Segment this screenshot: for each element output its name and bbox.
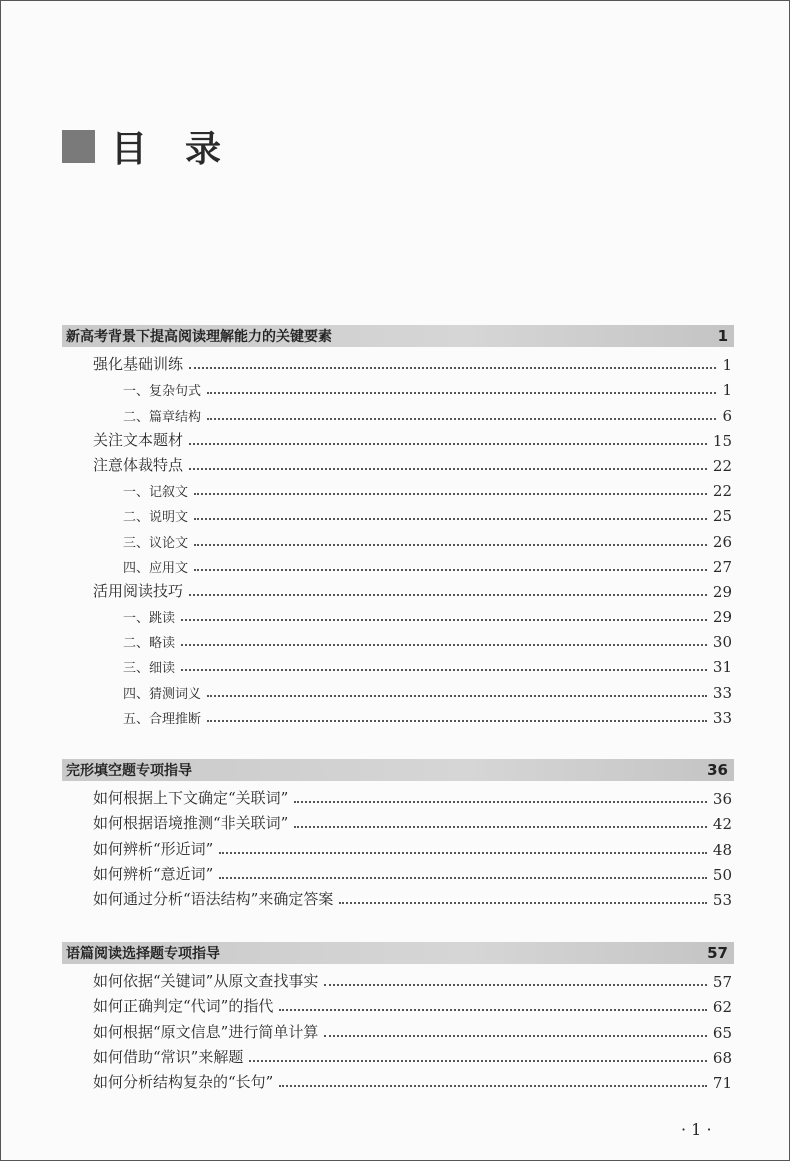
toc-entry-label: 如何依据“关键词”从原文查找事实 [93,972,319,991]
toc-entry-page: 31 [712,658,732,677]
toc-entry-label: 如何通过分析“语法结构”来确定答案 [93,889,334,908]
toc-entry-label: 一、复杂句式 [123,384,202,400]
dot-leader [189,367,716,369]
toc-section-1 [62,325,734,730]
toc-title [62,128,260,170]
toc-entry-page: 57 [712,973,732,992]
toc-entry[interactable] [62,377,734,402]
toc-entry[interactable] [62,994,734,1019]
toc-entry[interactable] [62,1045,734,1070]
toc-entry-page: 36 [712,790,732,809]
dot-leader [194,518,707,520]
dot-leader [219,877,707,879]
toc-entry-label: 二、说明文 [123,510,189,526]
toc-entry-page: 71 [712,1073,732,1092]
toc-entry[interactable] [62,654,734,679]
toc-entry[interactable] [62,811,734,836]
toc-entry-page: 22 [712,456,732,475]
toc-entry-page: 65 [712,1023,732,1042]
dot-leader [207,720,707,722]
toc-entry-page: 48 [712,840,732,859]
dot-leader [181,619,707,621]
toc-entry[interactable] [62,579,734,604]
title-text: 目录 [111,128,260,170]
toc-entry-page: 6 [722,406,732,425]
toc-entry-page: 1 [722,356,732,375]
toc-entry-page: 29 [712,608,732,627]
toc-entry-page: 33 [712,708,732,727]
section-heading-label: 完形填空题专项指导 [66,763,192,779]
toc-entry-label: 如何正确判定“代词”的指代 [93,997,274,1016]
section-heading-label: 新高考背景下提高阅读理解能力的关键要素 [66,329,332,345]
toc-section-2 [62,759,734,912]
toc-entry[interactable] [62,453,734,478]
toc-entry[interactable] [62,428,734,453]
toc-entry-page: 26 [712,532,732,551]
toc-entry-label: 活用阅读技巧 [93,581,184,600]
toc-entry[interactable] [62,478,734,503]
toc-entry-label: 五、合理推断 [123,711,202,727]
toc-entry[interactable] [62,528,734,553]
toc-entry[interactable] [62,786,734,811]
toc-entry-label: 注意体裁特点 [93,455,184,474]
toc-entry-page: 27 [712,557,732,576]
toc-entry-label: 关注文本题材 [93,430,184,449]
section-heading-label: 语篇阅读选择题专项指导 [66,946,220,962]
toc-entry[interactable] [62,1070,734,1095]
toc-entry-label: 如何分析结构复杂的“长句” [93,1072,274,1091]
toc-entry-label: 如何根据语境推测“非关联词” [93,814,289,833]
section-heading-page: 36 [707,761,728,779]
dot-leader [294,801,707,803]
section-heading[interactable] [62,325,734,347]
dot-leader [294,826,707,828]
toc-entry[interactable] [62,554,734,579]
toc-entry-label: 一、记叙文 [123,485,189,501]
dot-leader [181,669,707,671]
dot-leader [219,852,707,854]
dot-leader [207,392,716,394]
dot-leader [189,468,707,470]
dot-leader [279,1009,707,1011]
section-heading-page: 57 [707,944,728,962]
toc-entry-page: 15 [712,431,732,450]
dot-leader [189,443,707,445]
toc-entry-page: 33 [712,683,732,702]
toc-entry-label: 三、议论文 [123,535,189,551]
dot-leader [339,902,707,904]
toc-entry-label: 如何借助“常识”来解题 [93,1047,244,1066]
toc-entry-page: 25 [712,507,732,526]
dot-leader [194,493,707,495]
toc-entry-page: 30 [712,633,732,652]
toc-entry[interactable] [62,705,734,730]
toc-entry[interactable] [62,862,734,887]
toc-entry-page: 22 [712,482,732,501]
toc-entry-page: 62 [712,998,732,1017]
dot-leader [194,544,707,546]
dot-leader [207,418,716,420]
toc-entry[interactable] [62,887,734,912]
toc-entry-page: 1 [722,381,732,400]
toc-entry[interactable] [62,969,734,994]
dot-leader [207,695,707,697]
dot-leader [324,984,707,986]
section-heading[interactable] [62,942,734,964]
dot-leader [181,644,707,646]
toc-entry-label: 强化基础训练 [93,355,184,374]
toc-entry-label: 四、应用文 [123,560,189,576]
toc-section-3 [62,942,734,1095]
toc-entry[interactable] [62,679,734,704]
toc-entry-label: 如何辨析“形近词” [93,839,214,858]
toc-entry[interactable] [62,402,734,427]
toc-entry-label: 如何根据上下文确定“关联词” [93,789,289,808]
toc-entry-label: 四、猜测词义 [123,686,202,702]
dot-leader [324,1035,707,1037]
toc-entry[interactable] [62,352,734,377]
toc-entry-page: 50 [712,865,732,884]
toc-entry[interactable] [62,604,734,629]
dot-leader [189,594,707,596]
toc-entry[interactable] [62,503,734,528]
title-square-icon [62,130,95,163]
toc-entry-label: 一、跳读 [123,611,176,627]
dot-leader [249,1060,707,1062]
page-number: · 1 · [681,1120,712,1139]
toc-entry[interactable] [62,1019,734,1044]
section-heading[interactable] [62,759,734,781]
toc-entry-label: 二、略读 [123,636,176,652]
toc-entry[interactable] [62,629,734,654]
toc-entry-label: 如何辨析“意近词” [93,864,214,883]
toc-entry-label: 如何根据“原文信息”进行简单计算 [93,1022,319,1041]
toc-entry-page: 53 [712,890,732,909]
section-heading-page: 1 [717,327,728,345]
toc-entry-label: 三、细读 [123,661,176,677]
toc-entry-page: 42 [712,815,732,834]
toc-entry-page: 68 [712,1048,732,1067]
toc-entry[interactable] [62,836,734,861]
toc-entry-page: 29 [712,582,732,601]
toc-entry-label: 二、篇章结构 [123,409,202,425]
dot-leader [194,569,707,571]
dot-leader [279,1085,707,1087]
